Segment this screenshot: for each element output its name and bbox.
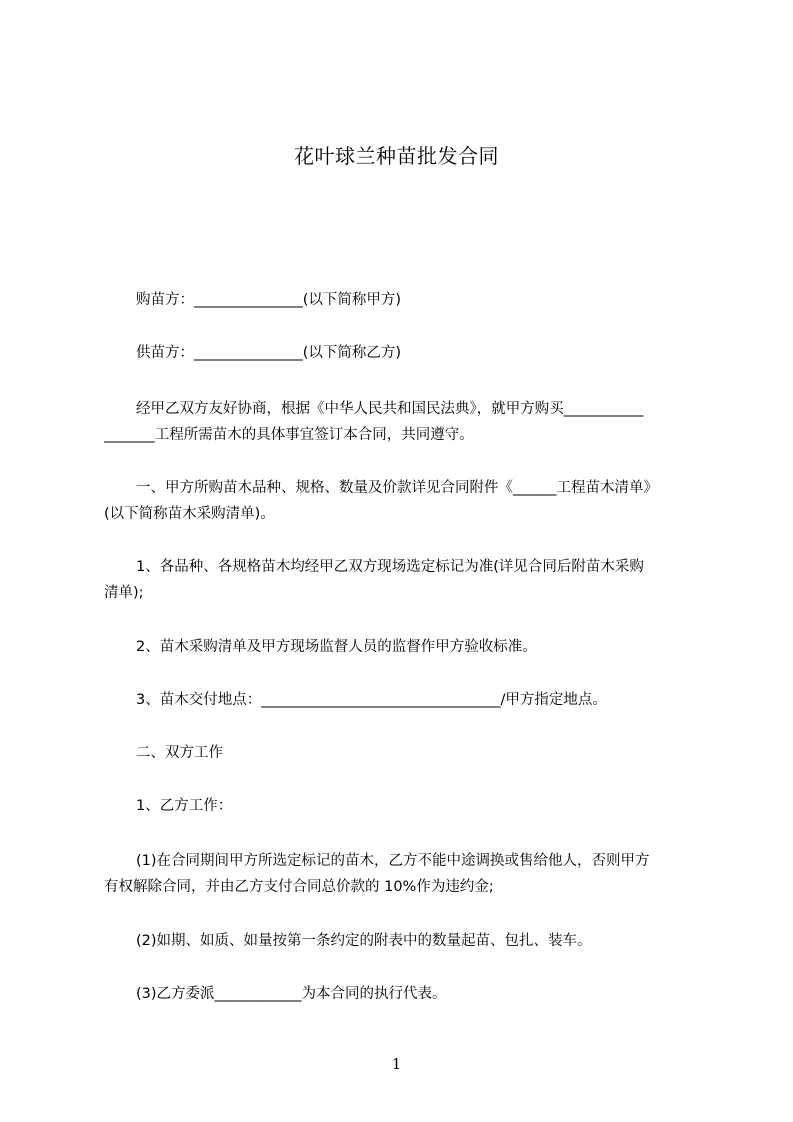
clause-1-1-line-1: 1、各品种、各规格苗木均经甲乙双方现场选定标记为准(详见合同后附苗木采购 (136, 559, 644, 575)
clause-1-1-line-2: 清单); (104, 585, 144, 601)
clause-1-3-line: 3、苗木交付地点：_________________________________/甲方指定地点。 (136, 692, 607, 708)
page-number: 1 (391, 1055, 402, 1073)
supplier-line: 供苗方：_______________(以下简称乙方) (136, 345, 402, 361)
clause-1-line-1: 一、甲方所购苗木品种、规格、数量及价款详见合同附件《______工程苗木清单》 (136, 480, 658, 496)
buyer-line: 购苗方：_______________(以下简称甲方) (136, 292, 402, 308)
document-title: 花叶球兰种苗批发合同 (294, 144, 499, 168)
clause-1-line-2: (以下简称苗木采购清单)。 (104, 506, 275, 522)
clause-2-heading: 二、双方工作 (136, 745, 223, 761)
clause-2-1-2-line: (2)如期、如质、如量按第一条约定的附表中的数量起苗、包扎、装车。 (136, 933, 592, 949)
clause-2-1-1-line-1: (1)在合同期间甲方所选定标记的苗木，乙方不能中途调换或售给他人，否则甲方 (136, 853, 650, 869)
preamble-line-1: 经甲乙双方友好协商，根据《中华人民共和国民法典》，就甲方购买___________ (136, 401, 644, 417)
preamble-line-2: _______工程所需苗木的具体事宜签订本合同，共同遵守。 (104, 427, 474, 443)
clause-1-2-line: 2、苗木采购清单及甲方现场监督人员的监督作甲方验收标准。 (136, 639, 537, 655)
clause-2-1-3-line: (3)乙方委派____________为本合同的执行代表。 (136, 986, 447, 1002)
clause-2-1-heading: 1、乙方工作： (136, 798, 233, 814)
clause-2-1-1-line-2: 有权解除合同，并由乙方支付合同总价款的 10%作为违约金; (104, 879, 494, 895)
